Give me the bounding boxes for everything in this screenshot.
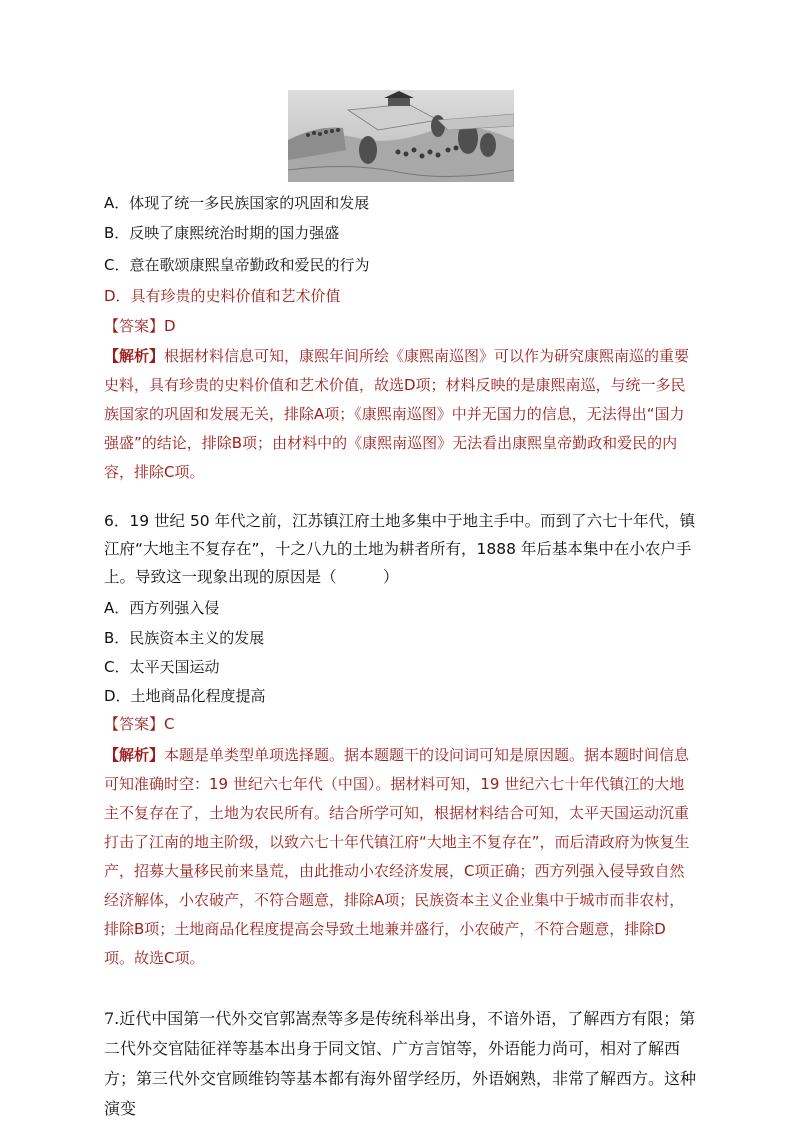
q5-option-a: A．体现了统一多民族国家的巩固和发展 bbox=[104, 194, 370, 212]
q6-stem: 6．19 世纪 50 年代之前，江苏镇江府土地多集中于地主手中。而到了六七十年代，镇江府“大地主不复存在”，十之八九的土地为耕者所有，1888 年后基本集中在小农户手上。导致这一现象出现的原因是（ ） bbox=[104, 512, 696, 586]
q6-option-b: B．民族资本主义的发展 bbox=[104, 629, 265, 647]
q5-option-b: B．反映了康熙统治时期的国力强盛 bbox=[104, 224, 340, 242]
answer-value: D bbox=[164, 317, 176, 335]
q6-option-c: C．太平天国运动 bbox=[104, 658, 220, 676]
q6-option-d: D．土地商品化程度提高 bbox=[104, 687, 266, 705]
q5-option-d: D．具有珍贵的史料价值和艺术价值 bbox=[104, 287, 341, 305]
q5-option-c: C．意在歌颂康熙皇帝勤政和爱民的行为 bbox=[104, 256, 370, 274]
q6-answer bbox=[104, 714, 175, 734]
q7-stem: 7.近代中国第一代外交官郭嵩焘等多是传统科举出身，不谙外语，了解西方有限；第二代外交官陆征祥等基本出身于同文馆、广方言馆等，外语能力尚可，相对了解西方；第三代外交官顾维钧等基本都有海外留学经历，外语娴熟，非常了解西方。这种演变 bbox=[104, 1009, 697, 1118]
analysis-label: 【解析】 bbox=[104, 746, 165, 764]
q5-answer bbox=[104, 316, 176, 336]
q5-analysis bbox=[104, 342, 694, 487]
answer-label: 【答案】 bbox=[104, 715, 165, 733]
q6-analysis bbox=[104, 741, 694, 973]
analysis-text: 本题是单类型单项选择题。据本题题干的设问词可知是原因题。据本题时间信息可知准确时空：19 世纪六七年代（中国）。据材料可知，19 世纪六七十年代镇江的大地主不复存在了，土地为农民所有。结合所学可知，根据材料结合可知，太平天国运动沉重打击了江南的地主阶级，以致六七十年代镇江府“大地主不复存在”，而后清政府为恢复生产，招募大量移民前来垦荒，由此推动小农经济发展，C项正确；西方列强入侵导致自然经济解体，小农破产，不符合题意，排除A项；民族资本主义企业集中于城市而非农村，排除B项；土地商品化程度提高会导致土地兼并盛行，小农破产，不符合题意，排除D项。故选C项。 bbox=[104, 746, 690, 967]
analysis-text: 根据材料信息可知，康熙年间所绘《康熙南巡图》可以作为研究康熙南巡的重要史料，具有珍贵的史料价值和艺术价值，故选D项；材料反映的是康熙南巡，与统一多民族国家的巩固和发展无关，排除A项；《康熙南巡图》中并无国力的信息，无法得出“国力强盛”的结论，排除B项；由材料中的《康熙南巡图》无法看出康熙皇帝勤政和爱民的内容，排除C项。 bbox=[104, 347, 690, 481]
answer-label: 【答案】 bbox=[104, 317, 165, 335]
q6-option-a: A．西方列强入侵 bbox=[104, 599, 220, 617]
answer-value: C bbox=[164, 715, 175, 733]
kangxi-painting-image bbox=[288, 90, 514, 182]
analysis-label: 【解析】 bbox=[104, 347, 165, 365]
